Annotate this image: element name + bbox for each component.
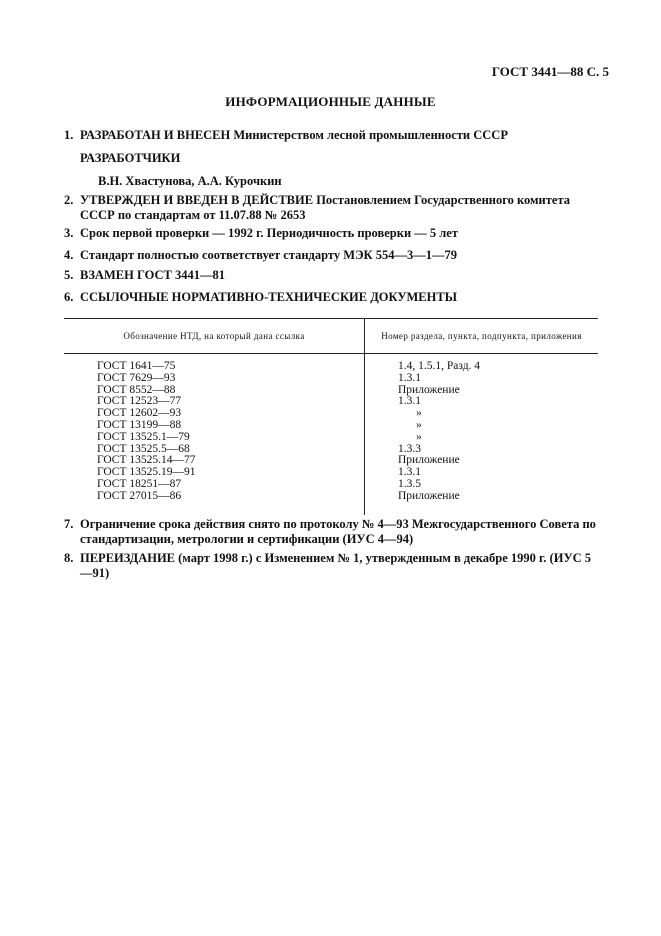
table-cell-section: Приложение: [398, 454, 460, 467]
item-number: 1.: [64, 128, 74, 142]
column-header-section: Номер раздела, пункта, подпункта, приложения: [365, 319, 599, 354]
item-8: [64, 551, 600, 581]
table-cell-section: »: [416, 407, 422, 420]
table-cell-section: Приложение: [398, 489, 460, 502]
table-cell-designation: ГОСТ 18251—87: [97, 477, 182, 490]
table-cell-section: 1.3.1: [398, 371, 421, 384]
section-title: ИНФОРМАЦИОННЫЕ ДАННЫЕ: [225, 94, 436, 109]
table-body-row: [64, 354, 598, 515]
table-cell-designation: ГОСТ 1641—75: [97, 360, 176, 372]
item-number: 4.: [64, 248, 74, 262]
item-lead: РАЗРАБОТАН И ВНЕСЕН: [80, 128, 231, 142]
item-text: ПЕРЕИЗДАНИЕ (март 1998 г.) с Изменением № 1, утвержденным в декабре 1990 г. (ИУС 5—91): [80, 551, 592, 580]
item-text: ВЗАМЕН ГОСТ 3441—81: [80, 268, 225, 282]
table-cell-designation: ГОСТ 13199—88: [97, 418, 182, 431]
item-5: [64, 268, 225, 283]
item-lead: УТВЕРЖДЕН И ВВЕДЕН В ДЕЙСТВИЕ: [80, 193, 314, 207]
item-number: 3.: [64, 226, 74, 240]
developers-label: РАЗРАБОТЧИКИ: [80, 151, 181, 165]
table-cell-designation: ГОСТ 12523—77: [97, 395, 182, 408]
reference-table: [64, 318, 598, 515]
page-header-ref: ГОСТ 3441—88 С. 5: [491, 64, 609, 79]
table-header-row: [64, 319, 598, 354]
table-cell-designation: ГОСТ 13525.5—68: [97, 442, 190, 455]
table-cell-designation: ГОСТ 27015—86: [97, 489, 182, 502]
item-7: [64, 517, 600, 547]
table-cell-designation: ГОСТ 13525.19—91: [97, 466, 196, 479]
item-text: ССЫЛОЧНЫЕ НОРМАТИВНО-ТЕХНИЧЕСКИЕ ДОКУМЕНТЫ: [80, 290, 457, 304]
table-cell-section: Приложение: [398, 383, 460, 396]
table-cell-designation: ГОСТ 7629—93: [97, 371, 176, 384]
table-cell-section: 1.3.1: [398, 466, 421, 479]
table-cell-section: »: [416, 418, 422, 431]
designation-column: [64, 354, 365, 515]
table-cell-designation: ГОСТ 8552—88: [97, 383, 176, 396]
table-cell-section: 1.3.1: [398, 395, 421, 408]
item-text: Министерством лесной промышленности СССР: [230, 128, 508, 142]
item-1: [64, 128, 508, 143]
item-text: Срок первой проверки — 1992 г. Периодичность проверки — 5 лет: [80, 226, 458, 240]
developers-names: В.Н. Хвастунова, А.А. Курочкин: [98, 174, 282, 188]
section-column: [365, 354, 599, 515]
item-6: [64, 290, 457, 305]
item-number: 8.: [64, 551, 74, 565]
table-cell-designation: ГОСТ 13525.1—79: [97, 430, 190, 443]
item-number: 7.: [64, 517, 74, 531]
item-3: [64, 226, 458, 241]
item-2: [64, 193, 600, 223]
column-header-designation: Обозначение НТД, на который дана ссылка: [64, 319, 365, 354]
item-number: 5.: [64, 268, 74, 282]
table-cell-section: »: [416, 430, 422, 443]
table-cell-section: 1.4, 1.5.1, Разд. 4: [398, 360, 481, 372]
item-text: Стандарт полностью соответствует стандарту МЭК 554—3—1—79: [80, 248, 457, 262]
item-number: 6.: [64, 290, 74, 304]
table-cell-designation: ГОСТ 12602—93: [97, 407, 182, 420]
table-cell-designation: ГОСТ 13525.14—77: [97, 454, 196, 467]
item-number: 2.: [64, 193, 74, 207]
table-cell-section: 1.3.5: [398, 477, 421, 490]
table-cell-section: 1.3.3: [398, 442, 421, 455]
item-4: [64, 248, 457, 263]
item-text: Постановлением Государственного комитета СССР по стандартам от 11.07.88 № 2653: [80, 193, 570, 222]
item-text: Ограничение срока действия снято по протоколу № 4—93 Межгосударственного Совета по стандартизации, метрологии и сертификации (ИУС 4—94): [80, 517, 596, 546]
